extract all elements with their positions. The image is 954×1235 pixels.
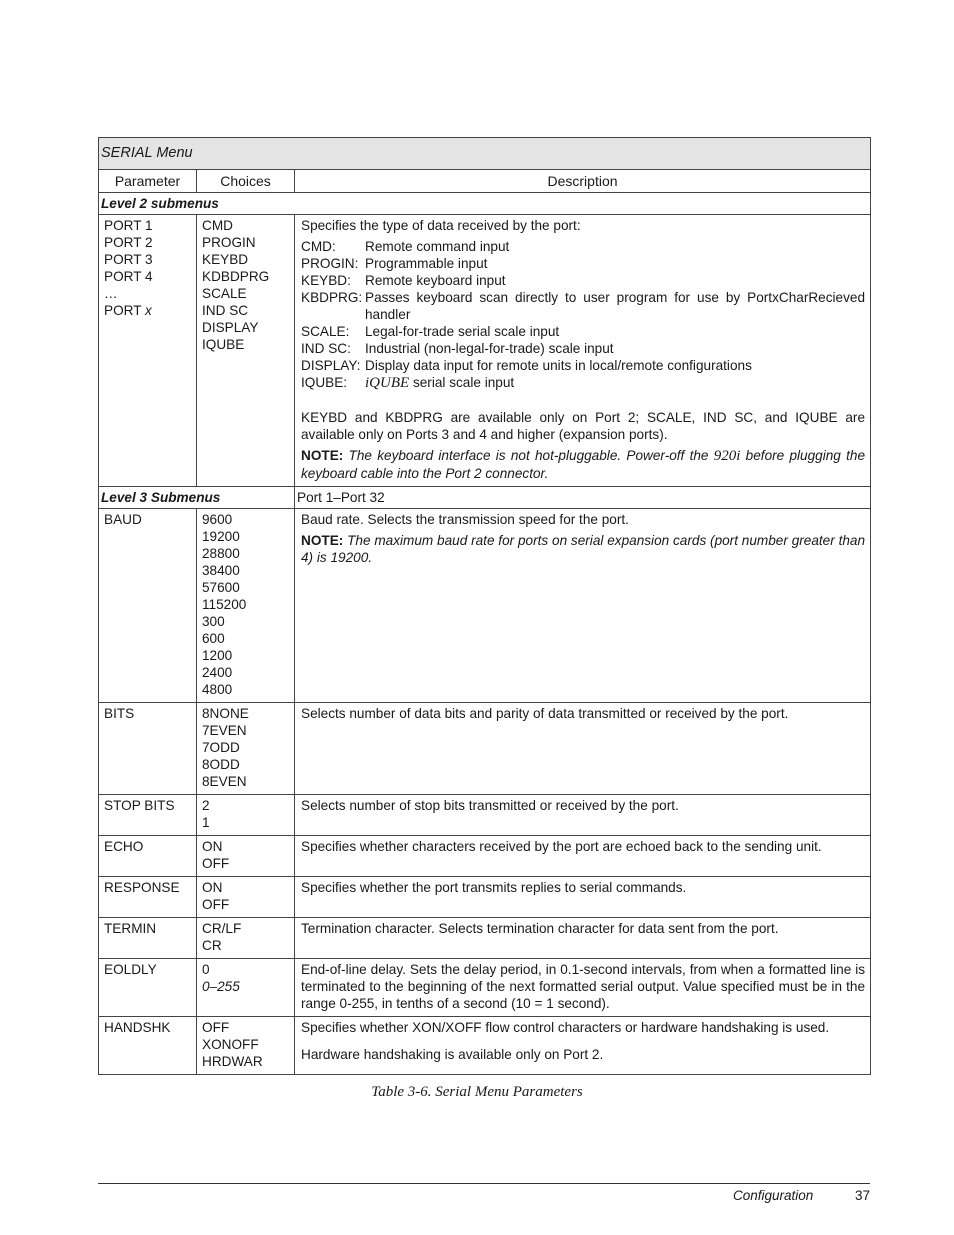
def-indsc: IND SC: Industrial (non-legal-for-trade) scale input: [301, 341, 614, 356]
stopbits-choices: [197, 795, 295, 836]
choice-baud: 9600: [202, 512, 233, 527]
def-display: DISPLAY: Display data input for remote units in local/remote configurations: [301, 358, 752, 373]
choice-baud: 28800: [202, 546, 240, 561]
level3-row: [99, 487, 871, 509]
param-port1: PORT 1: [104, 218, 153, 233]
termin-description: Termination character. Selects termination character for data sent from the port.: [295, 918, 871, 959]
table-row-response: [99, 877, 871, 918]
choice-iqube: IQUBE: [202, 337, 245, 352]
choice-bits: 8EVEN: [202, 774, 247, 789]
choice-baud: 600: [202, 631, 225, 646]
port-description: [295, 215, 871, 487]
def-scale: SCALE: Legal-for-trade serial scale input: [301, 324, 560, 339]
choice-baud: 4800: [202, 682, 233, 697]
choice-keybd: KEYBD: [202, 252, 249, 267]
handshk-desc2: Hardware handshaking is available only on Port 2.: [301, 1047, 604, 1062]
choice-handshk: OFF: [202, 1020, 230, 1035]
page-number: 37: [855, 1188, 871, 1203]
choice-indsc: IND SC: [202, 303, 249, 318]
level3-label: Level 3 Submenus: [99, 487, 295, 509]
table-row-stopbits: [99, 795, 871, 836]
table-caption: Table 3-6. Serial Menu Parameters: [371, 1084, 583, 1100]
def-cmd: CMD: Remote command input: [301, 239, 510, 254]
handshk-choices: [197, 1017, 295, 1075]
note-brand-920i: 920i: [713, 448, 741, 464]
param-portx: PORT x: [104, 303, 152, 318]
table-title: SERIAL Menu: [99, 138, 871, 170]
serial-menu-table: [98, 137, 871, 1075]
level2-row: [99, 193, 871, 215]
choice-bits: 8ODD: [202, 757, 240, 772]
def-kbdprg: KBDPRG: Passes keyboard scan directly to user program for use by PortxCharRecieved handler: [301, 290, 866, 322]
param-ellipsis: …: [104, 286, 118, 301]
baud-description: [295, 509, 871, 703]
header-parameter: Parameter: [99, 170, 197, 193]
port-availability: KEYBD and KBDPRG are available only on Port 2; SCALE, IND SC, and IQUBE are available only on Ports 3 and 4 and higher (expansion ports).: [301, 410, 866, 442]
port-definitions: [301, 238, 865, 392]
choice-stopbits: 2: [202, 798, 210, 813]
footer-section: Configuration: [733, 1188, 814, 1203]
handshk-desc1: Specifies whether XON/XOFF flow control characters or hardware handshaking is used.: [301, 1020, 830, 1035]
def-keybd: KEYBD: Remote keyboard input: [301, 273, 506, 288]
choice-baud: 300: [202, 614, 225, 629]
param-bits: BITS: [99, 703, 197, 795]
param-response: RESPONSE: [99, 877, 197, 918]
choice-handshk: HRDWAR: [202, 1054, 263, 1069]
port-choices: [197, 215, 295, 487]
choice-baud: 1200: [202, 648, 233, 663]
param-eoldly: EOLDLY: [99, 959, 197, 1017]
response-description: Specifies whether the port transmits replies to serial commands.: [295, 877, 871, 918]
table-title-row: [99, 138, 871, 170]
choice-bits: 7EVEN: [202, 723, 247, 738]
choice-termin: CR: [202, 938, 222, 953]
choice-cmd: CMD: [202, 218, 233, 233]
choice-stopbits: 1: [202, 815, 210, 830]
baud-desc: Baud rate. Selects the transmission speed for the port.: [301, 512, 629, 527]
table-row-termin: [99, 918, 871, 959]
bits-choices: [197, 703, 295, 795]
choice-bits: 8NONE: [202, 706, 249, 721]
choice-baud: 57600: [202, 580, 240, 595]
iqube-brand: iQUBE: [365, 375, 410, 391]
param-stopbits: STOP BITS: [99, 795, 197, 836]
eoldly-description: End-of-line delay. Sets the delay period, in 0.1-second intervals, from when a formatted line is terminated to the beginning of the next formatted serial output. Value specified must be in the range 0-255, in tenths of a second (10 = 1 second).: [295, 959, 871, 1017]
baud-choices: [197, 509, 295, 703]
choice-response: OFF: [202, 897, 230, 912]
def-progin: PROGIN: Programmable input: [301, 256, 488, 271]
table-row-handshk: [99, 1017, 871, 1075]
eoldly-choices: [197, 959, 295, 1017]
choice-response: ON: [202, 880, 223, 895]
table-header-row: [99, 170, 871, 193]
echo-choices: [197, 836, 295, 877]
level3-note: Port 1–Port 32: [295, 487, 871, 509]
table-row-baud: [99, 509, 871, 703]
param-port4: PORT 4: [104, 269, 153, 284]
choice-display: DISPLAY: [202, 320, 259, 335]
choice-kdbdprg: KDBDPRG: [202, 269, 270, 284]
table-row-echo: [99, 836, 871, 877]
choice-baud: 2400: [202, 665, 233, 680]
choice-eoldly-default: 0: [202, 962, 210, 977]
choice-termin: CR/LF: [202, 921, 242, 936]
response-choices: [197, 877, 295, 918]
table-row-port: [99, 215, 871, 487]
choice-bits: 7ODD: [202, 740, 240, 755]
def-iqube: IQUBE: iQUBE serial scale input: [301, 375, 515, 391]
choice-echo: ON: [202, 839, 223, 854]
choice-handshk: XONOFF: [202, 1037, 259, 1052]
termin-choices: [197, 918, 295, 959]
port-params: [99, 215, 197, 487]
param-port3: PORT 3: [104, 252, 153, 267]
footer-rule: [98, 1183, 870, 1184]
echo-description: Specifies whether characters received by the port are echoed back to the sending unit.: [295, 836, 871, 877]
handshk-description: [295, 1017, 871, 1075]
choice-eoldly-range: 0–255: [202, 979, 240, 994]
param-handshk: HANDSHK: [99, 1017, 197, 1075]
choice-scale: SCALE: [202, 286, 247, 301]
param-port2: PORT 2: [104, 235, 153, 250]
table-row-eoldly: [99, 959, 871, 1017]
bits-description: Selects number of data bits and parity of data transmitted or received by the port.: [295, 703, 871, 795]
choice-echo: OFF: [202, 856, 230, 871]
header-description: Description: [295, 170, 871, 193]
port-intro: Specifies the type of data received by the port:: [301, 218, 581, 233]
param-baud: BAUD: [99, 509, 197, 703]
baud-note: NOTE: The maximum baud rate for ports on serial expansion cards (port number greater than 4) is 19200.: [301, 533, 866, 565]
choice-progin: PROGIN: [202, 235, 256, 250]
param-termin: TERMIN: [99, 918, 197, 959]
param-echo: ECHO: [99, 836, 197, 877]
choice-baud: 38400: [202, 563, 240, 578]
header-choices: Choices: [197, 170, 295, 193]
level2-label: Level 2 submenus: [99, 193, 871, 215]
stopbits-description: Selects number of stop bits transmitted or received by the port.: [295, 795, 871, 836]
choice-baud: 19200: [202, 529, 240, 544]
port-note: NOTE: The keyboard interface is not hot-pluggable. Power-off the 920i before plugging the keyboard cable into the Port 2 connector.: [301, 448, 866, 481]
table-row-bits: [99, 703, 871, 795]
choice-baud: 115200: [202, 597, 247, 612]
